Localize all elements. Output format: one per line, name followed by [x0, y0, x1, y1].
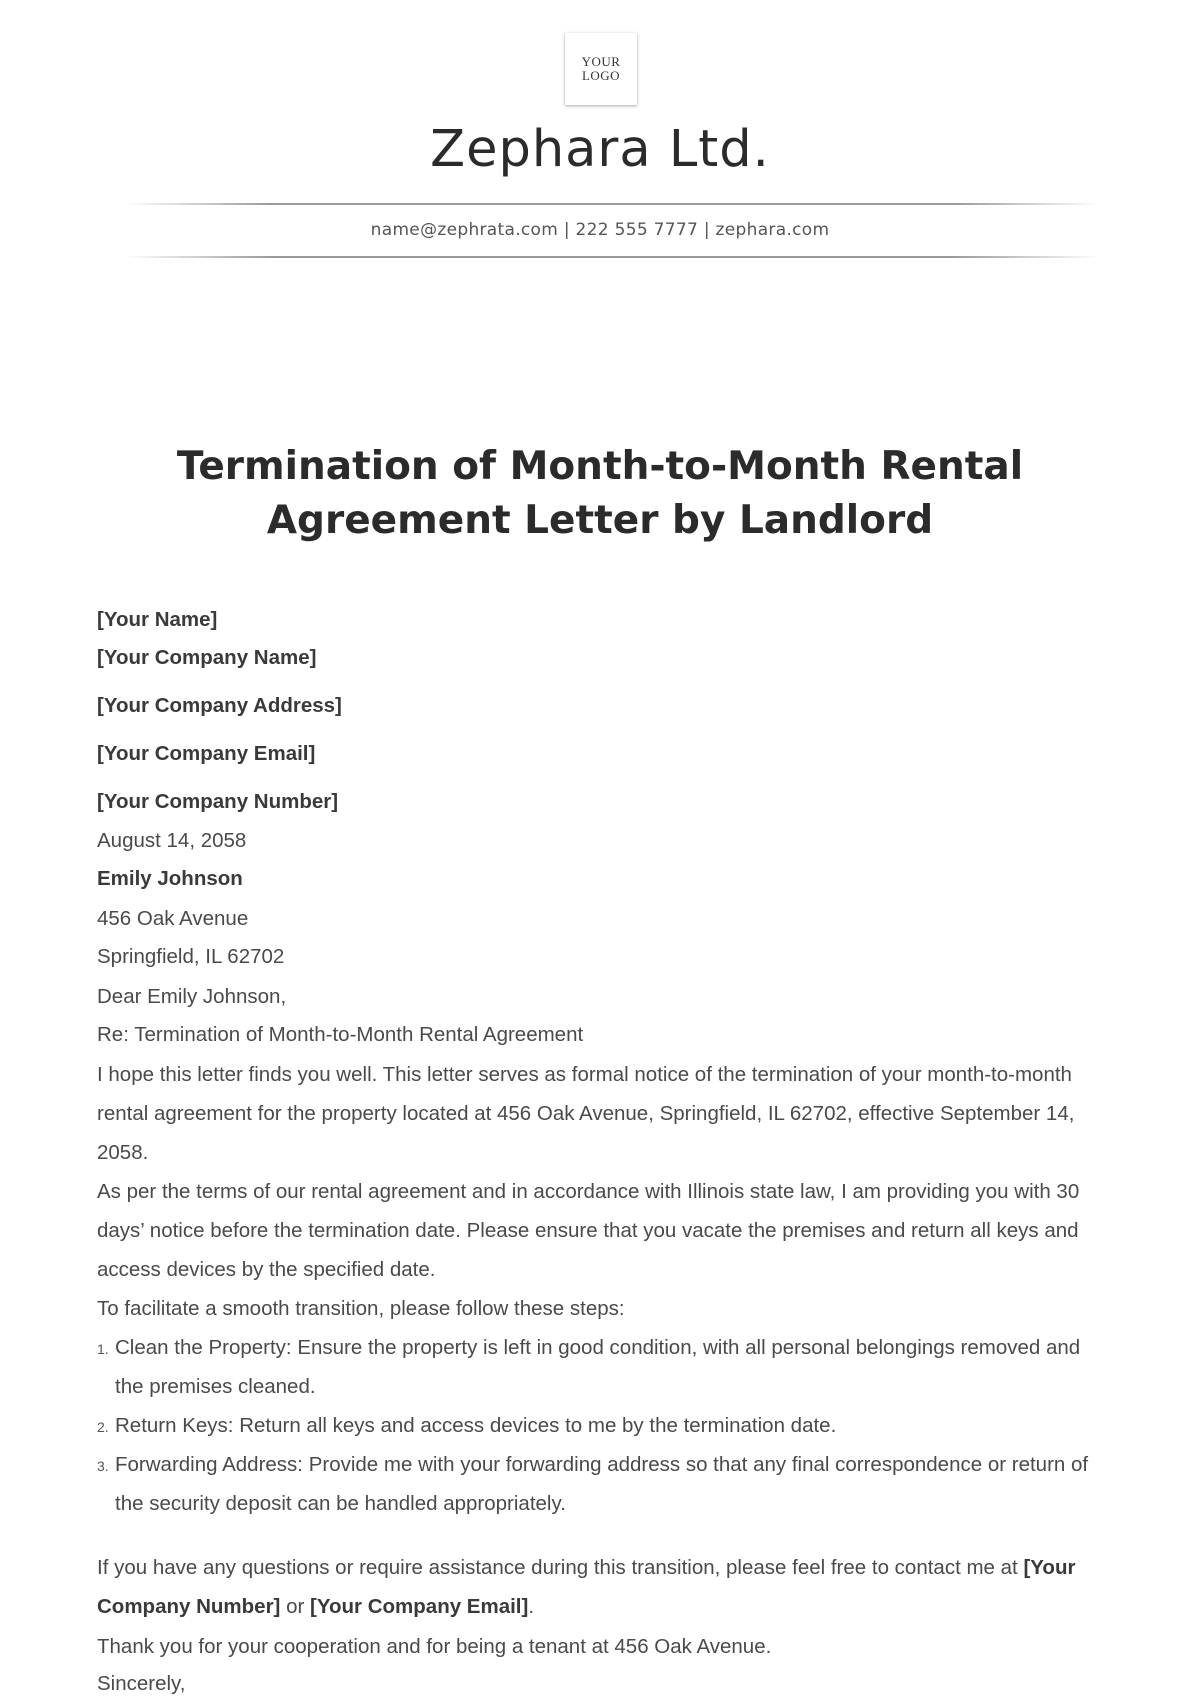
list-item-number: 1.: [97, 1341, 109, 1357]
subject-line: Re: Termination of Month-to-Month Rental Agreement: [97, 1023, 584, 1046]
contact-text-end: .: [528, 1595, 535, 1618]
paragraph-steps-intro: To facilitate a smooth transition, please follow these steps:: [97, 1297, 625, 1320]
list-item-text: Clean the Property: Ensure the property is left in good condition, with all personal belongings removed and the premises cleaned.: [115, 1336, 1081, 1398]
contact-company-email: [Your Company Email]: [310, 1595, 529, 1618]
list-item: [97, 1445, 1107, 1523]
list-item-number: 3.: [97, 1458, 109, 1474]
list-item: [97, 1328, 1107, 1406]
document-title-line-2: Agreement Letter by Landlord: [266, 498, 934, 543]
letter-date: August 14, 2058: [97, 829, 247, 852]
list-item-text: Return Keys: Return all keys and access devices to me by the termination date.: [115, 1414, 837, 1437]
signoff: Sincerely,: [97, 1672, 186, 1695]
paragraph-notice: I hope this letter finds you well. This letter serves as formal notice of the termination of your month-to-month rental agreement for the property located at 456 Oak Avenue, Springfield, IL 62702, effective September 14, 2058.: [97, 1063, 1075, 1164]
document-title: [0, 440, 1200, 548]
thanks-line: Thank you for your cooperation and for being a tenant at 456 Oak Avenue.: [97, 1635, 772, 1658]
document-title-line-1: Termination of Month-to-Month Rental: [176, 444, 1024, 489]
header-divider-bottom: [125, 256, 1100, 258]
paragraph-terms: As per the terms of our rental agreement and in accordance with Illinois state law, I am providing you with 30 days’ notice before the termination date. Please ensure that you vacate the premises and return all keys and access devices by the specified date.: [97, 1180, 1080, 1281]
logo-line-1: YOUR: [581, 54, 621, 69]
sender-company-number: [Your Company Number]: [97, 790, 339, 813]
sender-company-name: [Your Company Name]: [97, 646, 317, 669]
recipient-city: Springfield, IL 62702: [97, 945, 285, 968]
contact-company-number: [Your Company Number]: [97, 1556, 1076, 1618]
salutation: Dear Emily Johnson,: [97, 985, 287, 1008]
sender-company-address: [Your Company Address]: [97, 694, 342, 717]
header-divider-top: [125, 203, 1100, 205]
paragraph-contact: [97, 1548, 1107, 1626]
company-contact-line: name@zephrata.com | 222 555 7777 | zephara.com: [370, 220, 830, 240]
steps-list: [97, 1328, 1107, 1523]
contact-text-prefix: If you have any questions or require assistance during this transition, please feel free to contact me at: [97, 1556, 1024, 1579]
recipient-street: 456 Oak Avenue: [97, 907, 249, 930]
list-item-text: Forwarding Address: Provide me with your forwarding address so that any final correspondence or return of the security deposit can be handled appropriately.: [115, 1453, 1089, 1515]
sender-company-email: [Your Company Email]: [97, 742, 316, 765]
sender-name: [Your Name]: [97, 608, 218, 631]
company-name: Zephara Ltd.: [430, 120, 770, 179]
list-item: [97, 1406, 1107, 1445]
list-item-number: 2.: [97, 1419, 109, 1435]
recipient-name: Emily Johnson: [97, 867, 243, 890]
company-logo: [565, 33, 637, 105]
contact-text-or: or: [280, 1595, 311, 1618]
logo-line-2: LOGO: [581, 68, 621, 83]
